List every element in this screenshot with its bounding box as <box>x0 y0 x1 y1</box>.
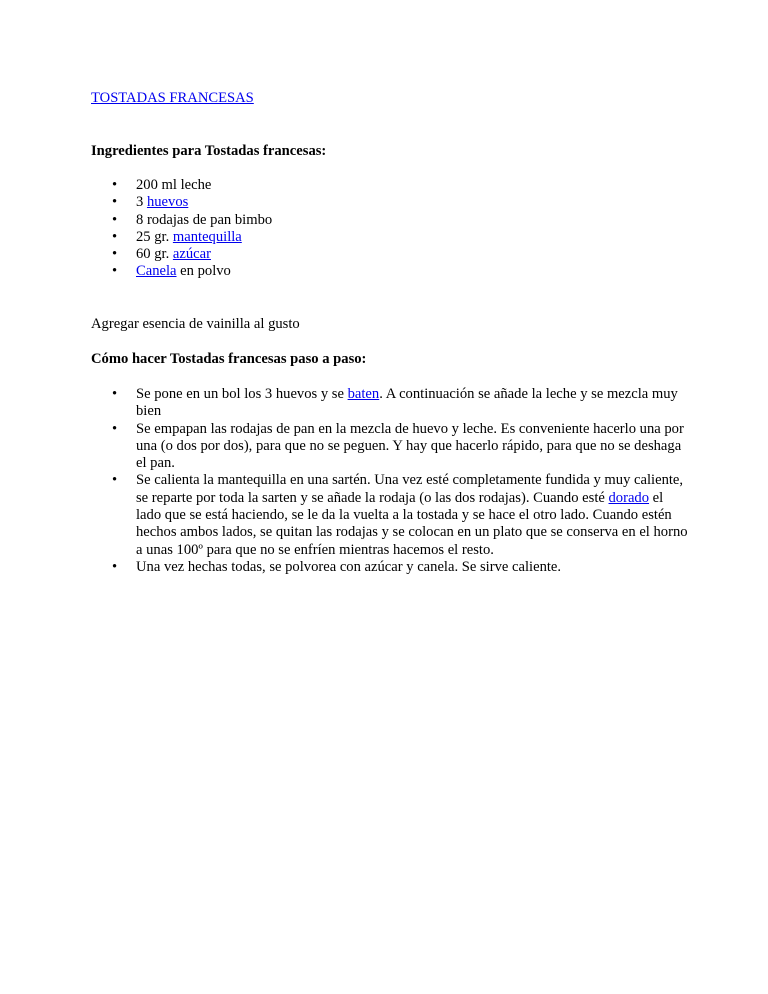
bullet-icon: • <box>112 263 118 280</box>
bullet-icon: • <box>112 194 118 211</box>
list-item <box>91 229 691 246</box>
bullet-icon: • <box>112 211 118 228</box>
ingredients-heading: Ingredientes para Tostadas francesas: <box>91 143 327 159</box>
list-item <box>91 177 691 194</box>
bullet-icon: • <box>112 177 118 193</box>
list-item <box>91 472 691 558</box>
item-text: 25 gr. <box>136 228 173 245</box>
title-link[interactable]: TOSTADAS FRANCESAS <box>91 90 254 106</box>
step-text: el lado que se está haciendo, se le da la vuelta a la tostada y se hace el otro lado. Cuando estén hechos ambos lados, se quitan las rodajas y se colocan en un plato que se conserva en el horno a unas 100º para que no se enfríen mientras hacemos el resto. <box>136 489 688 558</box>
ingredient-link-azucar[interactable]: azúcar <box>172 246 211 263</box>
step-link-baten[interactable]: baten <box>347 386 380 402</box>
item-text: 8 rodajas de pan bimbo <box>136 211 273 228</box>
item-text: 200 ml leche <box>136 177 212 193</box>
item-text: 60 gr. <box>136 246 173 263</box>
step-text: Se empapan las rodajas de pan en la mezcla de huevo y leche. Es conveniente hacerlo una por una (o dos por dos), para que no se peguen. Y hay que hacerlo rápido, para que no se deshaga el pan. <box>136 420 684 472</box>
list-item <box>91 386 691 421</box>
bullet-icon: • <box>112 228 118 245</box>
step-text: Se pone en un bol los 3 huevos y se <box>136 386 348 402</box>
bullet-icon: • <box>112 558 118 575</box>
step-text: Una vez hechas todas, se polvorea con azúcar y canela. Se sirve caliente. <box>136 558 562 575</box>
steps-heading: Cómo hacer Tostadas francesas paso a paso: <box>91 351 367 367</box>
step-link-dorado[interactable]: dorado <box>608 489 650 506</box>
bullet-icon: • <box>112 420 118 437</box>
bullet-icon: • <box>112 472 118 489</box>
step-text: Se calienta la mantequilla en una sartén. Una vez esté completamente fundida y muy caliente, se reparte por toda la sarten y se añade la rodaja (o las dos rodajas). Cuando esté <box>136 472 684 506</box>
vanilla-note: Agregar esencia de vainilla al gusto <box>91 316 300 332</box>
list-item <box>91 421 691 473</box>
list-item <box>91 194 691 211</box>
steps-list <box>91 386 691 576</box>
ingredients-list <box>91 177 691 281</box>
item-text: en polvo <box>176 263 231 280</box>
item-text: 3 <box>136 194 147 211</box>
list-item <box>91 246 691 263</box>
list-item <box>91 263 691 280</box>
list-item <box>91 212 691 229</box>
bullet-icon: • <box>112 246 118 263</box>
step-text: . A continuación se añade la leche y se mezcla muy bien <box>136 386 678 420</box>
ingredient-link-mantequilla[interactable]: mantequilla <box>172 228 242 245</box>
list-item <box>91 559 691 576</box>
bullet-icon: • <box>112 386 118 402</box>
ingredient-link-huevos[interactable]: huevos <box>146 194 189 211</box>
ingredient-link-canela[interactable]: Canela <box>136 263 177 280</box>
